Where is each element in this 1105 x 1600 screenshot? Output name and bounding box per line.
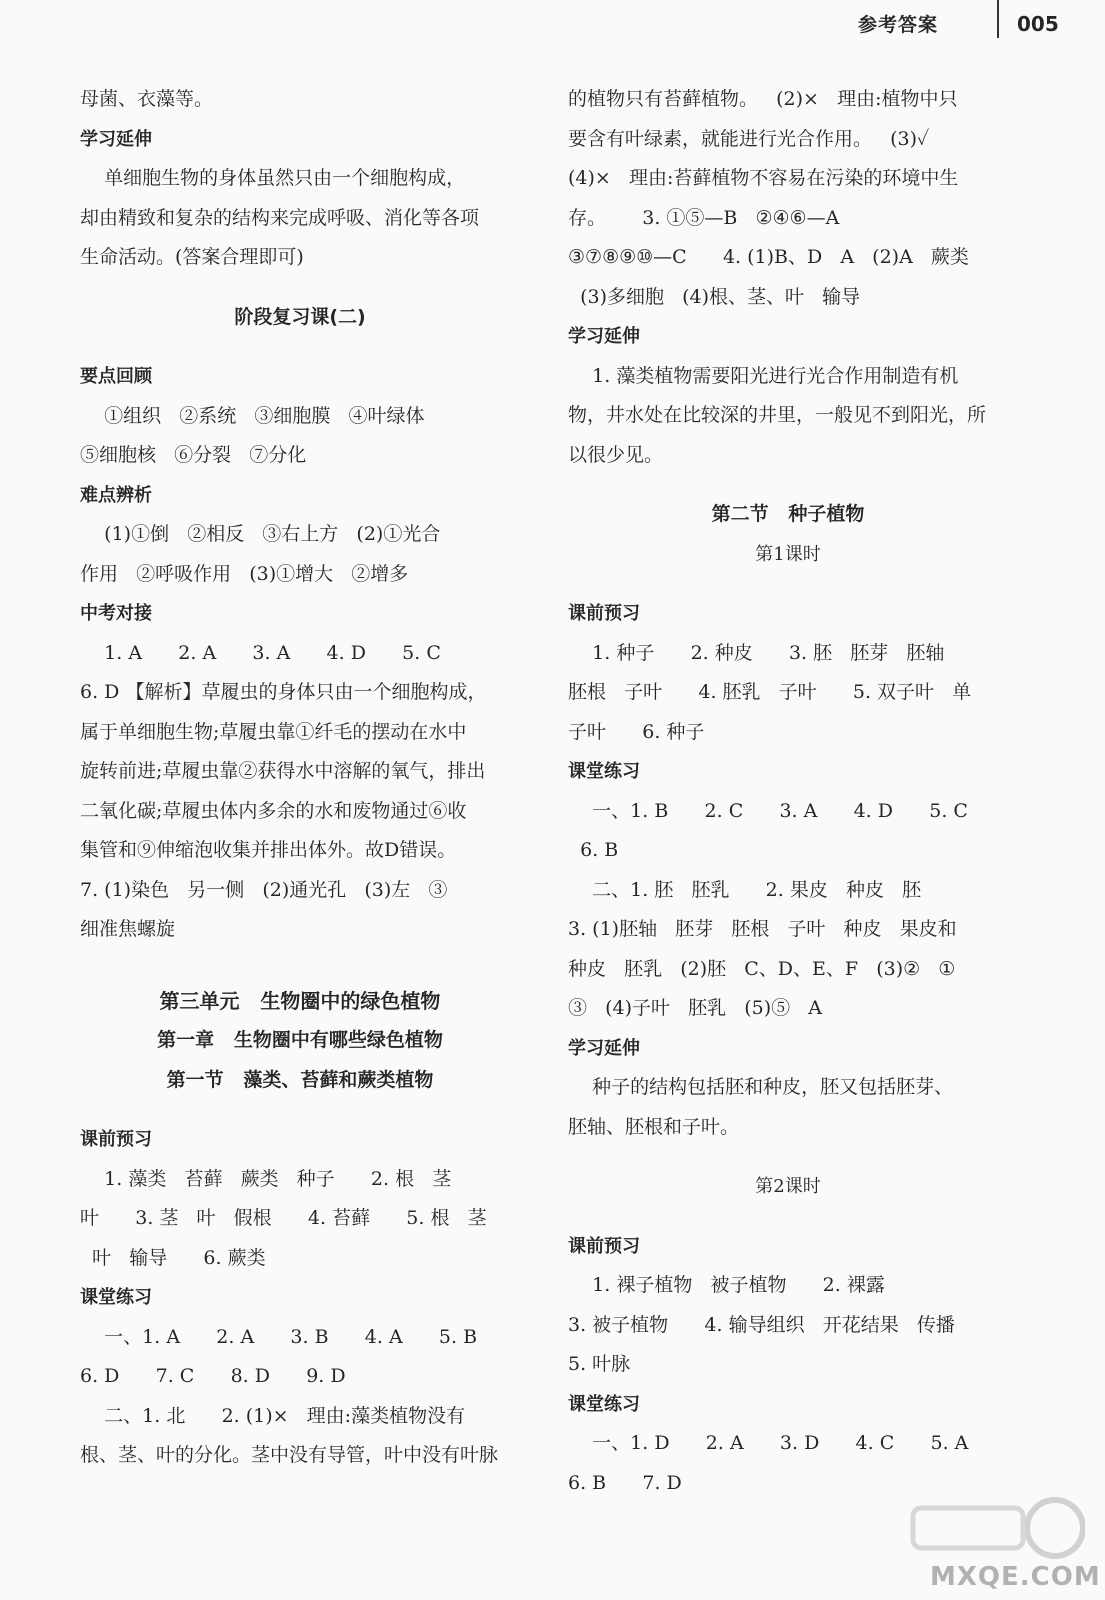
text-line: 6. B	[568, 839, 619, 861]
text-line: 的植物只有苔藓植物。 (2)× 理由:植物中只	[568, 88, 958, 110]
text-line: 单细胞生物的身体虽然只由一个细胞构成，	[80, 167, 466, 189]
section-heading: 难点辨析	[80, 484, 152, 506]
text-line: 以很少见。	[568, 443, 664, 466]
text-line: 6. D 7. C 8. D 9. D	[80, 1365, 346, 1387]
section-heading: 学习延伸	[568, 1037, 640, 1059]
section-heading: 课前预习	[568, 1235, 640, 1257]
text-line: 种子的结构包括胚和种皮，胚又包括胚芽、	[568, 1076, 954, 1098]
text-line: 5. 叶脉	[568, 1353, 631, 1375]
text-line: 3. 被子植物 4. 输导组织 开花结果 传播	[568, 1313, 955, 1336]
lesson-period: 第2课时	[755, 1176, 821, 1197]
text-line: 母菌、衣藻等。	[80, 88, 214, 110]
text-line: 集管和⑨伸缩泡收集并排出体外。故D错误。	[80, 839, 457, 861]
text-line: 存。 3. ①⑤—B ②④⑥—A	[568, 206, 840, 229]
text-line: ⑤细胞核 ⑥分裂 ⑦分化	[80, 444, 307, 466]
text-line: 作用 ②呼吸作用 (3)①增大 ②增多	[80, 562, 409, 585]
right-column	[568, 80, 1008, 1503]
text-line: 种皮 胚乳 (2)胚 C、D、E、F (3)② ①	[568, 957, 956, 980]
text-line: 细准焦螺旋	[80, 918, 176, 940]
text-line: 属于单细胞生物;草履虫靠①纤毛的摆动在水中	[80, 720, 467, 743]
text-line: ③ (4)子叶 胚乳 (5)⑤ A	[568, 997, 823, 1019]
left-column	[80, 80, 520, 1476]
text-line: 却由精致和复杂的结构来完成呼吸、消化等各项	[80, 206, 480, 229]
text-line: 物，井水处在比较深的井里，一般见不到阳光，所	[568, 404, 987, 426]
text-line: 一、1. B 2. C 3. A 4. D 5. C	[568, 799, 968, 822]
section-heading: 课前预习	[568, 603, 640, 624]
spacer	[568, 475, 1008, 495]
header-divider	[997, 0, 999, 38]
spacer	[80, 950, 520, 982]
section-title: 第二节 种子植物	[711, 503, 865, 525]
text-line: 一、1. A 2. A 3. B 4. A 5. B	[80, 1325, 478, 1348]
unit-title: 第三单元 生物圈中的绿色植物	[159, 988, 441, 1013]
text-line: ①组织 ②系统 ③细胞膜 ④叶绿体	[80, 404, 425, 427]
text-line: 胚根 子叶 4. 胚乳 子叶 5. 双子叶 单	[568, 681, 972, 703]
text-line: 子叶 6. 种子	[568, 720, 705, 743]
text-line: 要含有叶绿素，就能进行光合作用。 (3)✓	[568, 127, 930, 150]
text-line: 一、1. D 2. A 3. D 4. C 5. A	[568, 1432, 969, 1454]
text-line: 1. A 2. A 3. A 4. D 5. C	[80, 641, 441, 664]
text-line: 二氧化碳;草履虫体内多余的水和废物通过⑥收	[80, 799, 467, 822]
text-line: (3)多细胞 (4)根、茎、叶 输导	[568, 285, 861, 308]
section-heading: 课堂练习	[568, 1393, 640, 1415]
spacer	[80, 278, 520, 298]
text-line: 叶 3. 茎 叶 假根 4. 苔藓 5. 根 茎	[80, 1207, 487, 1229]
text-line: 3. (1)胚轴 胚芽 胚根 子叶 种皮 果皮和	[568, 918, 957, 940]
text-line: 7. (1)染色 另一侧 (2)通光孔 (3)左 ③	[80, 878, 448, 901]
text-line: 1. 裸子植物 被子植物 2. 裸露	[568, 1274, 885, 1296]
section-heading: 课堂练习	[80, 1287, 152, 1308]
text-line: 根、茎、叶的分化。茎中没有导管，叶中没有叶脉	[80, 1444, 499, 1466]
text-line: 二、1. 北 2. (1)× 理由:藻类植物没有	[80, 1404, 466, 1427]
spacer	[80, 337, 520, 357]
section-heading: 中考对接	[80, 603, 152, 624]
section-title: 第一节 藻类、苔藓和蕨类植物	[166, 1068, 434, 1091]
section-heading: 学习延伸	[568, 326, 640, 347]
text-line: 6. D 【解析】草履虫的身体只由一个细胞构成，	[80, 681, 487, 703]
header-title: 参考答案	[858, 14, 939, 36]
section-heading: 课前预习	[80, 1129, 152, 1150]
text-line: (4)× 理由:苔藓植物不容易在污染的环境中生	[568, 167, 959, 189]
text-line: 6. B 7. D	[568, 1471, 682, 1494]
spacer	[568, 1147, 1008, 1167]
text-line: (1)①倒 ②相反 ③右上方 (2)①光合	[80, 523, 441, 545]
section-heading: 课堂练习	[568, 761, 640, 782]
text-line: 叶 输导 6. 蕨类	[80, 1246, 266, 1269]
text-line: ③⑦⑧⑨⑩—C 4. (1)B、D A (2)A 蕨类	[568, 246, 969, 268]
spacer	[80, 1100, 520, 1120]
text-line: 旋转前进;草履虫靠②获得水中溶解的氧气，排出	[80, 760, 486, 782]
section-heading: 学习延伸	[80, 128, 152, 150]
lesson-title: 阶段复习课(二)	[234, 305, 366, 328]
text-line: 胚轴、胚根和子叶。	[568, 1115, 740, 1138]
watermark-text: MXQE.COM	[930, 1562, 1101, 1592]
text-line: 生命活动。(答案合理即可)	[80, 246, 304, 268]
spacer	[568, 574, 1008, 594]
text-line: 1. 藻类 苔藓 蕨类 种子 2. 根 茎	[80, 1167, 452, 1190]
text-line: 1. 藻类植物需要阳光进行光合作用制造有机	[568, 364, 959, 387]
lesson-period: 第1课时	[755, 543, 821, 565]
text-line: 二、1. 胚 胚乳 2. 果皮 种皮 胚	[568, 878, 922, 901]
text-line: 1. 种子 2. 种皮 3. 胚 胚芽 胚轴	[568, 641, 945, 664]
chapter-title: 第一章 生物圈中有哪些绿色植物	[157, 1029, 443, 1051]
page-number: 005	[1017, 12, 1059, 36]
page-header	[0, 0, 1105, 48]
section-heading: 要点回顾	[80, 366, 152, 387]
spacer	[568, 1207, 1008, 1227]
